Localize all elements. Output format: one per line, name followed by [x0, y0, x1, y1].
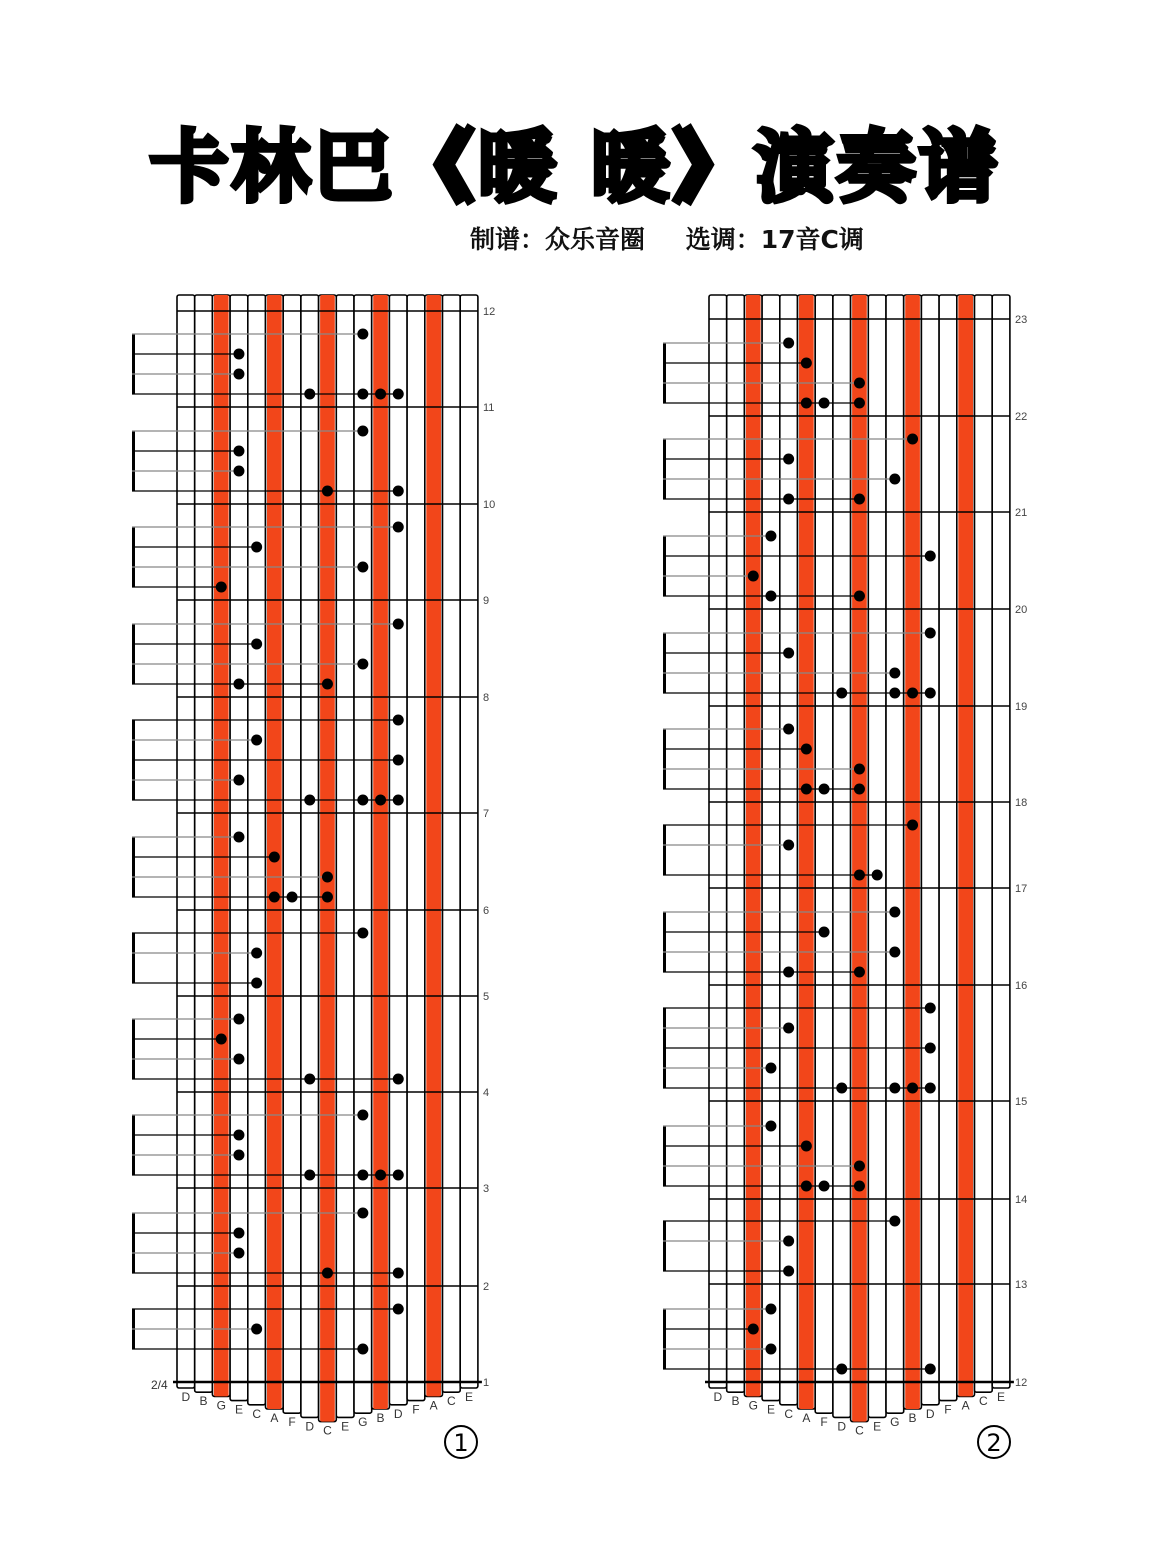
- kalimba-key: [975, 295, 993, 1392]
- kalimba-key: [443, 295, 461, 1392]
- note-dot: [251, 639, 262, 650]
- note-dot: [233, 1228, 244, 1239]
- highlighted-key: [373, 295, 388, 1409]
- note-dot: [233, 679, 244, 690]
- note-dot: [872, 870, 883, 881]
- key-label: A: [961, 1398, 970, 1413]
- note-dot: [836, 1364, 847, 1375]
- note-dot: [304, 1074, 315, 1085]
- note-dot: [854, 378, 865, 389]
- highlighted-key: [214, 295, 229, 1396]
- note-dot: [393, 1304, 404, 1315]
- note-dot: [233, 832, 244, 843]
- note-dot: [765, 591, 776, 602]
- note-dot: [925, 628, 936, 639]
- beam-bar: [663, 729, 666, 789]
- note-dot: [216, 582, 227, 593]
- kalimba-key: [815, 295, 833, 1413]
- note-dot: [925, 1364, 936, 1375]
- key-label: A: [429, 1398, 438, 1413]
- key-label: A: [802, 1411, 811, 1425]
- bar-number: 3: [483, 1183, 490, 1195]
- note-dot: [889, 474, 900, 485]
- beam-bar: [663, 439, 666, 499]
- bar-number: 19: [1015, 701, 1028, 713]
- beam-bar: [132, 527, 135, 587]
- key-label: G: [358, 1415, 368, 1430]
- note-dot: [393, 755, 404, 766]
- kalimba-key: [407, 295, 425, 1401]
- key-label: B: [199, 1394, 208, 1409]
- kalimba-key: [833, 295, 851, 1417]
- note-dot: [925, 551, 936, 562]
- key-label: E: [234, 1402, 243, 1417]
- key-label: B: [376, 1411, 385, 1425]
- note-dot: [393, 1170, 404, 1181]
- note-dot: [233, 369, 244, 380]
- note-dot: [233, 1054, 244, 1065]
- note-dot: [269, 892, 280, 903]
- beam-bar: [663, 1309, 666, 1369]
- beam-bar: [132, 837, 135, 897]
- highlighted-key: [746, 295, 761, 1396]
- note-dot: [889, 1083, 900, 1094]
- note-dot: [287, 892, 298, 903]
- key-label: F: [944, 1402, 952, 1417]
- bar-number: 15: [1015, 1096, 1028, 1108]
- kalimba-key: [389, 295, 407, 1405]
- key-label: D: [181, 1390, 191, 1404]
- bar-number: 12: [1015, 1377, 1028, 1389]
- beam-bar: [663, 912, 666, 972]
- score-panel-2: [663, 295, 1027, 1458]
- bar-number: 11: [483, 402, 495, 414]
- bar-number: 10: [483, 499, 496, 511]
- note-dot: [375, 795, 386, 806]
- key-label: D: [925, 1406, 935, 1421]
- beam-bar: [663, 1126, 666, 1186]
- bar-number: 2: [483, 1281, 490, 1293]
- bar-number: 1: [483, 1377, 490, 1389]
- note-dot: [748, 1324, 759, 1335]
- key-label: A: [270, 1411, 279, 1425]
- highlighted-key: [426, 295, 441, 1396]
- note-dot: [322, 679, 333, 690]
- note-dot: [854, 494, 865, 505]
- note-dot: [889, 668, 900, 679]
- note-dot: [393, 795, 404, 806]
- note-dot: [357, 659, 368, 670]
- bar-number: 23: [1015, 314, 1028, 326]
- note-dot: [907, 1083, 918, 1094]
- note-dot: [765, 1121, 776, 1132]
- note-dot: [836, 688, 847, 699]
- key-label: F: [288, 1415, 296, 1430]
- key-label: B: [908, 1411, 917, 1425]
- note-dot: [765, 531, 776, 542]
- note-dot: [357, 1170, 368, 1181]
- note-dot: [819, 927, 830, 938]
- bar-number: 13: [1015, 1279, 1028, 1291]
- highlighted-key: [320, 295, 335, 1422]
- note-dot: [783, 494, 794, 505]
- note-dot: [801, 358, 812, 369]
- note-dot: [907, 688, 918, 699]
- highlighted-key: [852, 295, 867, 1422]
- note-dot: [233, 446, 244, 457]
- kalimba-key: [336, 295, 354, 1417]
- note-dot: [819, 1181, 830, 1192]
- key-label: C: [979, 1394, 988, 1409]
- beam-bar: [132, 624, 135, 684]
- arranger-credit: 制谱：众乐音圈: [470, 225, 646, 254]
- note-dot: [819, 784, 830, 795]
- kalimba-key: [886, 295, 904, 1413]
- beam-bar: [132, 1115, 135, 1175]
- key-label: D: [393, 1406, 403, 1421]
- note-dot: [854, 784, 865, 795]
- beam-bar: [132, 334, 135, 394]
- note-dot: [765, 1304, 776, 1315]
- key-label: E: [873, 1419, 882, 1434]
- note-dot: [357, 1110, 368, 1121]
- note-dot: [748, 571, 759, 582]
- key-label: G: [748, 1398, 758, 1413]
- note-dot: [854, 591, 865, 602]
- page-number-label: 2: [986, 1429, 1002, 1457]
- note-dot: [765, 1063, 776, 1074]
- beam-bar: [663, 343, 666, 403]
- kalimba-key: [460, 295, 478, 1388]
- beam-bar: [663, 536, 666, 596]
- note-dot: [889, 907, 900, 918]
- beam-bar: [663, 633, 666, 693]
- note-dot: [801, 784, 812, 795]
- note-dot: [233, 1150, 244, 1161]
- key-label: D: [713, 1390, 723, 1404]
- note-dot: [357, 329, 368, 340]
- key-label: E: [997, 1390, 1006, 1404]
- key-label: D: [305, 1419, 315, 1434]
- time-signature: 2/4: [151, 1378, 168, 1392]
- note-dot: [854, 1161, 865, 1172]
- note-dot: [854, 764, 865, 775]
- note-dot: [216, 1034, 227, 1045]
- kalimba-key: [354, 295, 372, 1413]
- note-dot: [251, 735, 262, 746]
- note-dot: [393, 1074, 404, 1085]
- bar-number: 6: [483, 905, 490, 917]
- highlighted-key: [799, 295, 814, 1409]
- note-dot: [357, 426, 368, 437]
- note-dot: [783, 338, 794, 349]
- note-dot: [357, 562, 368, 573]
- kalimba-key: [939, 295, 957, 1401]
- note-dot: [925, 688, 936, 699]
- note-dot: [393, 619, 404, 630]
- note-dot: [251, 948, 262, 959]
- key-label: G: [890, 1415, 900, 1430]
- key-label: C: [784, 1406, 793, 1421]
- note-dot: [251, 978, 262, 989]
- key-label: C: [447, 1394, 456, 1409]
- bar-number: 16: [1015, 980, 1028, 992]
- beam-bar: [663, 1221, 666, 1271]
- note-dot: [854, 1181, 865, 1192]
- note-dot: [801, 1181, 812, 1192]
- note-dot: [269, 852, 280, 863]
- note-dot: [357, 795, 368, 806]
- note-dot: [393, 486, 404, 497]
- note-dot: [233, 775, 244, 786]
- key-label: B: [731, 1394, 740, 1409]
- note-dot: [889, 947, 900, 958]
- note-dot: [889, 1216, 900, 1227]
- page-number-label: 1: [453, 1429, 469, 1457]
- note-dot: [251, 1324, 262, 1335]
- kalimba-key: [195, 295, 213, 1392]
- beam-bar: [663, 825, 666, 875]
- key-label: E: [766, 1402, 775, 1417]
- note-dot: [783, 967, 794, 978]
- note-dot: [783, 724, 794, 735]
- kalimba-key: [921, 295, 939, 1405]
- note-dot: [907, 820, 918, 831]
- key-label: C: [855, 1423, 864, 1438]
- bar-number: 20: [1015, 604, 1028, 616]
- note-dot: [233, 1014, 244, 1025]
- note-dot: [357, 928, 368, 939]
- bar-number: 8: [483, 692, 490, 704]
- beam-bar: [132, 1019, 135, 1079]
- page-title: 卡林巴《暖 暖》演奏谱: [150, 123, 1002, 213]
- note-dot: [304, 1170, 315, 1181]
- note-dot: [801, 398, 812, 409]
- note-dot: [233, 1248, 244, 1259]
- highlighted-key: [905, 295, 920, 1409]
- note-dot: [393, 1268, 404, 1279]
- note-dot: [251, 542, 262, 553]
- bar-number: 21: [1015, 507, 1028, 519]
- note-dot: [783, 1266, 794, 1277]
- score-panel-1: [132, 295, 495, 1458]
- note-dot: [783, 454, 794, 465]
- kalimba-key: [248, 295, 266, 1405]
- bar-number: 7: [483, 808, 490, 820]
- note-dot: [357, 389, 368, 400]
- key-label: F: [820, 1415, 828, 1430]
- kalimba-key: [301, 295, 319, 1417]
- kalimba-key: [762, 295, 780, 1401]
- note-dot: [357, 1344, 368, 1355]
- bar-number: 22: [1015, 411, 1028, 423]
- key-label: C: [323, 1423, 332, 1438]
- beam-bar: [132, 933, 135, 983]
- note-dot: [854, 967, 865, 978]
- note-dot: [854, 870, 865, 881]
- note-dot: [889, 688, 900, 699]
- note-dot: [925, 1003, 936, 1014]
- note-dot: [393, 522, 404, 533]
- note-dot: [783, 1236, 794, 1247]
- note-dot: [233, 1130, 244, 1141]
- beam-bar: [132, 1213, 135, 1273]
- note-dot: [393, 715, 404, 726]
- key-label: F: [412, 1402, 420, 1417]
- highlighted-key: [958, 295, 973, 1396]
- note-dot: [322, 486, 333, 497]
- note-dot: [801, 1141, 812, 1152]
- note-dot: [925, 1043, 936, 1054]
- beam-bar: [132, 431, 135, 491]
- note-dot: [233, 349, 244, 360]
- note-dot: [819, 398, 830, 409]
- bar-number: 9: [483, 595, 490, 607]
- bar-number: 14: [1015, 1194, 1028, 1206]
- tuning-info: 选调：17音C调: [685, 225, 864, 254]
- bar-number: 17: [1015, 883, 1028, 895]
- key-label: D: [837, 1419, 847, 1434]
- note-dot: [322, 1268, 333, 1279]
- note-dot: [836, 1083, 847, 1094]
- kalimba-key: [177, 295, 195, 1388]
- key-label: E: [341, 1419, 350, 1434]
- kalimba-key: [992, 295, 1010, 1388]
- kalimba-key: [868, 295, 886, 1417]
- note-dot: [322, 872, 333, 883]
- note-dot: [854, 398, 865, 409]
- note-dot: [907, 434, 918, 445]
- note-dot: [233, 466, 244, 477]
- kalimba-key: [283, 295, 301, 1413]
- note-dot: [375, 1170, 386, 1181]
- bar-number: 18: [1015, 797, 1028, 809]
- note-dot: [783, 1023, 794, 1034]
- bar-number: 12: [483, 306, 496, 318]
- note-dot: [393, 389, 404, 400]
- key-label: E: [465, 1390, 474, 1404]
- key-label: C: [252, 1406, 261, 1421]
- key-label: G: [216, 1398, 226, 1413]
- note-dot: [783, 840, 794, 851]
- note-dot: [304, 389, 315, 400]
- note-dot: [357, 1208, 368, 1219]
- note-dot: [801, 744, 812, 755]
- note-dot: [783, 648, 794, 659]
- note-dot: [925, 1083, 936, 1094]
- note-dot: [304, 795, 315, 806]
- note-dot: [765, 1344, 776, 1355]
- bar-number: 4: [483, 1087, 490, 1099]
- note-dot: [375, 389, 386, 400]
- bar-number: 5: [483, 991, 490, 1003]
- note-dot: [322, 892, 333, 903]
